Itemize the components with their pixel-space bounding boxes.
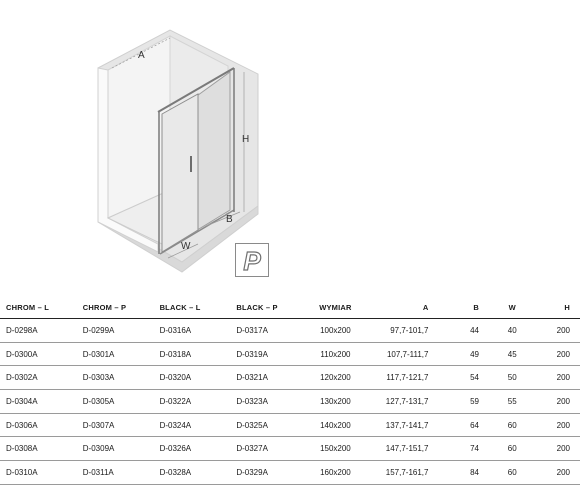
cell-wymiar: 100x200	[301, 319, 370, 343]
cell-wymiar: 110x200	[301, 342, 370, 366]
header-black-p: BLACK – P	[230, 296, 301, 319]
cell-h: 200	[535, 461, 580, 485]
cell-h: 200	[535, 413, 580, 437]
cell-black-p: D-0321A	[230, 366, 301, 390]
cell-h: 200	[535, 366, 580, 390]
cell-chrom-l: D-0300A	[0, 342, 77, 366]
header-row	[0, 296, 580, 319]
cell-black-l: D-0318A	[154, 342, 231, 366]
door-handle	[190, 156, 192, 172]
cell-chrom-l: D-0308A	[0, 437, 77, 461]
header-b: B	[438, 296, 489, 319]
label-a: A	[138, 50, 145, 61]
badge-letter: P	[243, 246, 261, 276]
label-w: W	[181, 241, 191, 252]
cell-black-p: D-0317A	[230, 319, 301, 343]
cell-w: 60	[489, 461, 535, 485]
cell-chrom-l: D-0306A	[0, 413, 77, 437]
cell-wymiar: 160x200	[301, 461, 370, 485]
cell-black-l: D-0320A	[154, 366, 231, 390]
cell-w: 45	[489, 342, 535, 366]
table-row	[0, 437, 580, 461]
cell-w: 60	[489, 413, 535, 437]
cell-chrom-l: D-0304A	[0, 390, 77, 414]
cell-h: 200	[535, 319, 580, 343]
cell-black-p: D-0323A	[230, 390, 301, 414]
cell-chrom-p: D-0301A	[77, 342, 154, 366]
header-a: A	[370, 296, 439, 319]
cell-a: 127,7-131,7	[370, 390, 439, 414]
specification-table	[0, 296, 580, 485]
cell-wymiar: 140x200	[301, 413, 370, 437]
table-row	[0, 413, 580, 437]
cell-a: 117,7-121,7	[370, 366, 439, 390]
cell-b: 64	[438, 413, 489, 437]
label-b: B	[226, 214, 233, 225]
fixed-glass-panel	[194, 72, 230, 232]
cell-b: 59	[438, 390, 489, 414]
cell-h: 200	[535, 342, 580, 366]
cell-chrom-p: D-0305A	[77, 390, 154, 414]
header-h: H	[535, 296, 580, 319]
cell-b: 49	[438, 342, 489, 366]
header-black-l: BLACK – L	[154, 296, 231, 319]
cell-a: 107,7-111,7	[370, 342, 439, 366]
cell-a: 137,7-141,7	[370, 413, 439, 437]
cell-chrom-p: D-0299A	[77, 319, 154, 343]
cell-w: 55	[489, 390, 535, 414]
cell-chrom-p: D-0311A	[77, 461, 154, 485]
cell-black-p: D-0327A	[230, 437, 301, 461]
table-body	[0, 319, 580, 485]
cell-chrom-l: D-0302A	[0, 366, 77, 390]
header-w: W	[489, 296, 535, 319]
cell-chrom-p: D-0303A	[77, 366, 154, 390]
cell-b: 84	[438, 461, 489, 485]
cell-black-l: D-0328A	[154, 461, 231, 485]
cell-black-l: D-0326A	[154, 437, 231, 461]
cell-h: 200	[535, 390, 580, 414]
table-header	[0, 296, 580, 319]
cell-chrom-l: D-0310A	[0, 461, 77, 485]
cell-chrom-p: D-0307A	[77, 413, 154, 437]
table-row	[0, 366, 580, 390]
cell-wymiar: 130x200	[301, 390, 370, 414]
cell-black-l: D-0322A	[154, 390, 231, 414]
table-row	[0, 319, 580, 343]
cell-h: 200	[535, 437, 580, 461]
cell-a: 147,7-151,7	[370, 437, 439, 461]
right-hand-badge	[235, 243, 269, 277]
cell-black-l: D-0316A	[154, 319, 231, 343]
cell-b: 74	[438, 437, 489, 461]
header-chrom-l: CHROM – L	[0, 296, 77, 319]
cell-wymiar: 150x200	[301, 437, 370, 461]
header-wymiar: WYMIAR	[301, 296, 370, 319]
cell-black-p: D-0329A	[230, 461, 301, 485]
cell-black-p: D-0325A	[230, 413, 301, 437]
cell-black-p: D-0319A	[230, 342, 301, 366]
table-row	[0, 342, 580, 366]
table-row	[0, 390, 580, 414]
cell-wymiar: 120x200	[301, 366, 370, 390]
cell-w: 40	[489, 319, 535, 343]
cell-w: 50	[489, 366, 535, 390]
cell-w: 60	[489, 437, 535, 461]
sliding-glass-panel	[162, 94, 198, 252]
cell-b: 54	[438, 366, 489, 390]
cell-black-l: D-0324A	[154, 413, 231, 437]
label-h: H	[242, 134, 250, 145]
cell-a: 157,7-161,7	[370, 461, 439, 485]
cell-a: 97,7-101,7	[370, 319, 439, 343]
cell-chrom-p: D-0309A	[77, 437, 154, 461]
table-row	[0, 461, 580, 485]
cell-b: 44	[438, 319, 489, 343]
header-chrom-p: CHROM – P	[77, 296, 154, 319]
cell-chrom-l: D-0298A	[0, 319, 77, 343]
